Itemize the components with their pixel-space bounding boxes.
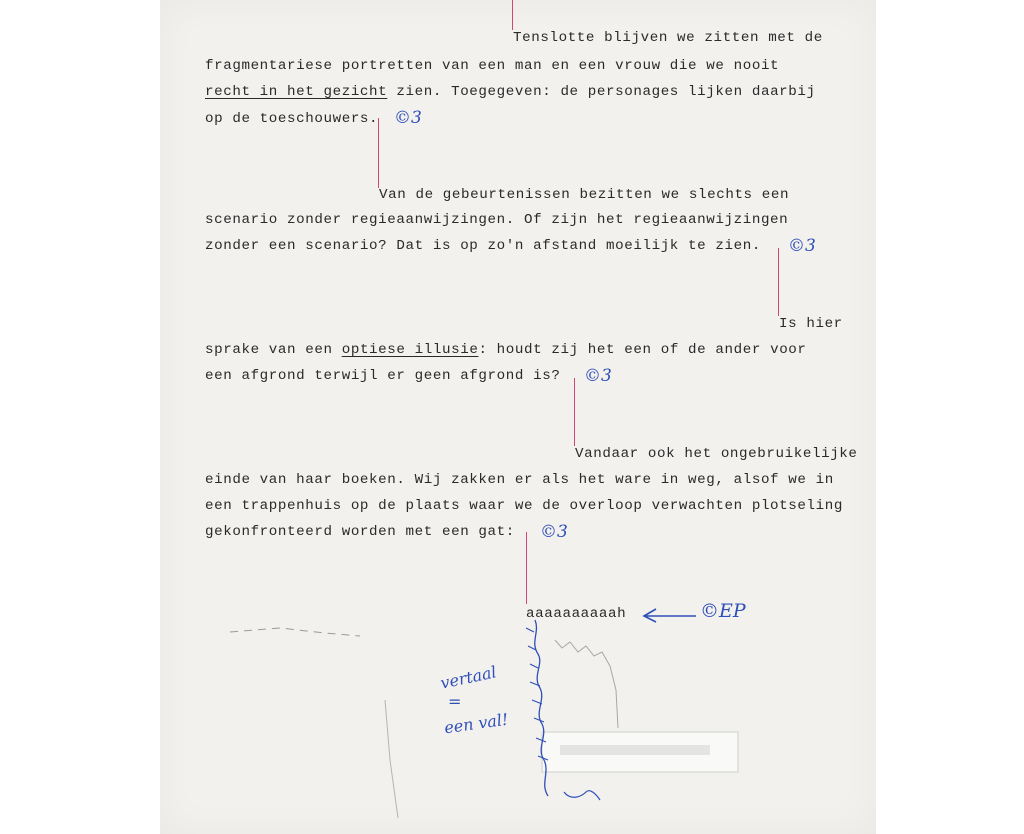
text-line: Is hier (779, 316, 843, 332)
text-line: scenario zonder regieaanwijzingen. Of zijn het regieaanwijzingen (205, 212, 789, 228)
annotation-mark: ©3 (540, 522, 568, 542)
pasted-label-text (560, 745, 710, 755)
text-segment: sprake van een (205, 342, 342, 358)
margin-note: een val! (442, 709, 510, 738)
annotation-mark: ©3 (584, 366, 612, 386)
torn-paper-edge (555, 640, 618, 728)
underlined-phrase: recht in het gezicht (205, 84, 388, 100)
text-line: einde van haar boeken. Wij zakken er als het ware in weg, alsof we in (205, 472, 834, 488)
sketch-marks (160, 0, 876, 834)
annotation-mark: ©3 (788, 236, 816, 256)
document-page (160, 0, 876, 834)
annotation-mark: ©3 (394, 108, 422, 128)
text-segment: zien. Toegegeven: de personages lijken daarbij (387, 84, 816, 100)
handwriting-scribble (564, 791, 600, 800)
pencil-line (385, 700, 398, 818)
text-line: Vandaar ook het ongebruikelijke (575, 446, 858, 462)
text-line: een afgrond terwijl er geen afgrond is? (205, 368, 561, 384)
text-line: Tenslotte blijven we zitten met de (513, 30, 823, 46)
text-line: zonder een scenario? Dat is op zo'n afstand moeilijk te zien. (205, 238, 761, 254)
text-line: Van de gebeurtenissen bezitten we slechts een (379, 187, 790, 203)
handwriting-scribble (535, 620, 548, 796)
arrow-left-icon (644, 609, 696, 622)
text-line: fragmentariese portretten van een man en een vrouw die we nooit (205, 58, 780, 74)
margin-note: = (448, 692, 462, 711)
annotation-mark: ©EP (700, 600, 746, 622)
margin-note: vertaal (438, 662, 499, 693)
text-segment: : houdt zij het een of de ander voor (478, 342, 807, 358)
underlined-phrase: optiese illusie (341, 342, 479, 358)
trailing-scream: aaaaaaaaaah (526, 606, 627, 622)
text-line: op de toeschouwers. (205, 111, 379, 127)
pencil-line (230, 628, 360, 636)
text-line: gekonfronteerd worden met een gat: (205, 524, 515, 540)
text-line: een trappenhuis op de plaats waar we de overloop verwachten plotseling (205, 498, 843, 514)
